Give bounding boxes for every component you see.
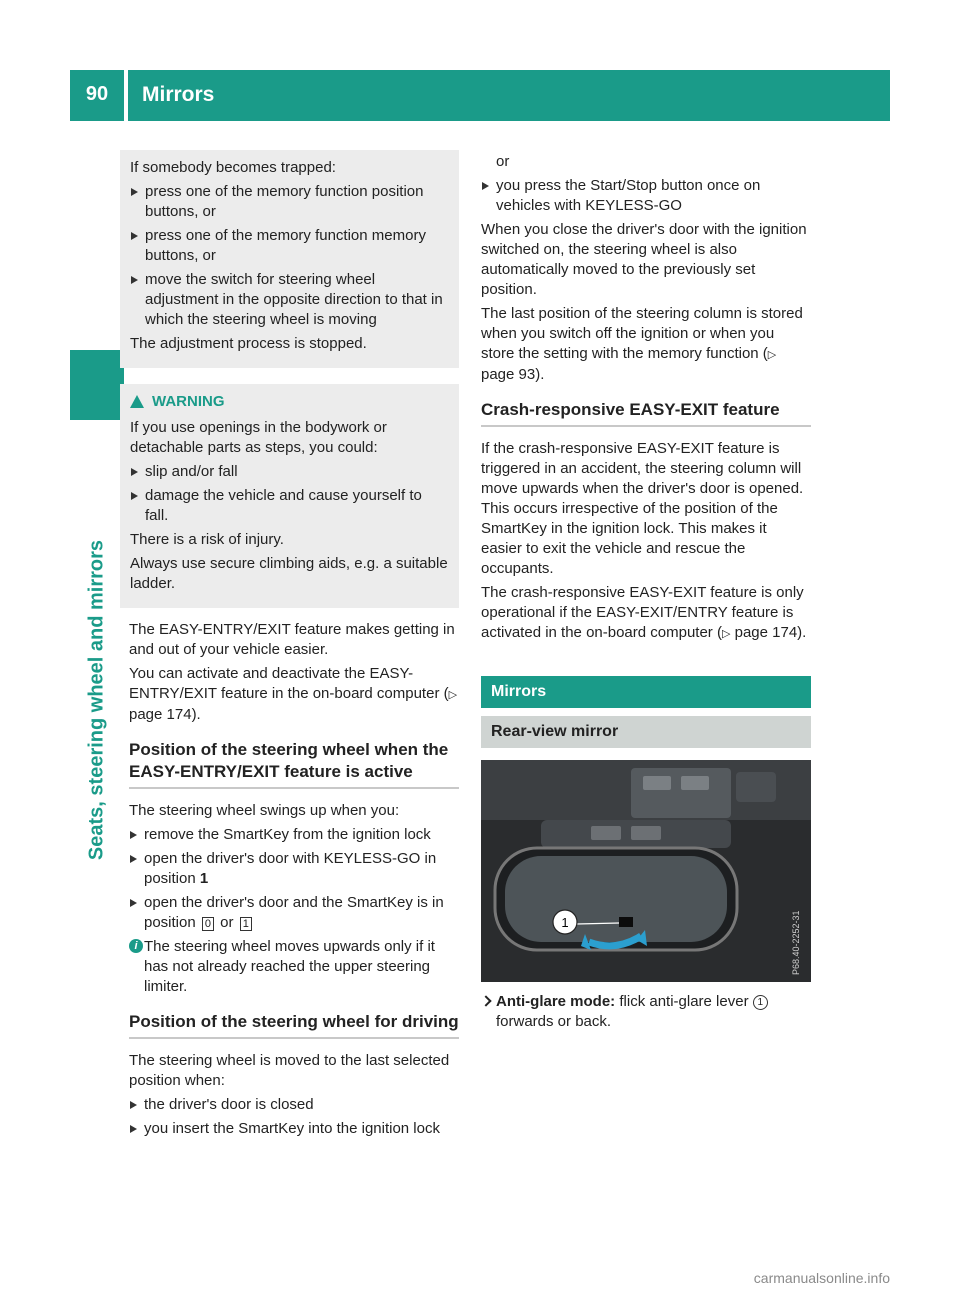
swings-text: The steering wheel swings up when you: [129, 802, 400, 819]
list-item: press one of the memory function memory buttons, or [130, 226, 449, 266]
list-item: remove the SmartKey from the ignition lock [129, 825, 459, 845]
activate-text: You can activate and deactivate the EASY-ENTRY/EXIT feature in the on-board computer ( [129, 665, 449, 702]
photo-code: P68.40-2252-31 [791, 910, 801, 975]
right-column [481, 152, 811, 1032]
action-text: flick anti-glare lever [619, 993, 749, 1010]
side-chapter-label: Seats, steering wheel and mirrors [85, 539, 108, 861]
crash-text-2-body: The crash-responsive EASY-EXIT feature is only operational if the EASY-EXIT/ENTRY feature is activated in the on-board computer ( [481, 584, 804, 641]
easy-entry-intro: The EASY-ENTRY/EXIT feature makes getting in and out of your vehicle easier. [129, 621, 455, 658]
moved-text: The steering wheel is moved to the last selected position when: [129, 1052, 450, 1089]
list-item [129, 849, 459, 889]
lever-callout: 1 [753, 995, 768, 1010]
or-continuation: or [496, 153, 510, 170]
crash-text-2 [481, 583, 811, 644]
page-ref-93[interactable]: page 93). [481, 366, 545, 383]
heading-driving-position: Position of the steering wheel for driving [129, 1011, 459, 1039]
anti-glare-action [481, 992, 811, 1032]
startstop-list [481, 176, 811, 216]
warning-list [130, 462, 449, 526]
info-text: The steering wheel moves upwards only if it has not already reached the upper steering limiter. [144, 938, 435, 995]
warning-risk: There is a risk of injury. [130, 531, 284, 548]
heading-crash-easy-exit: Crash-responsive EASY-EXIT feature [481, 399, 811, 427]
list-item-text: open the driver's door and the SmartKey is in position [144, 894, 444, 931]
or-text: or [220, 914, 234, 931]
list-item: damage the vehicle and cause yourself to fall. [130, 486, 449, 526]
last-position-body: The last position of the steering column is stored when you switch off the ignition or when you store the setting with the memory function ( [481, 305, 803, 362]
info-circle-icon: i [129, 939, 143, 953]
warning-heading [130, 392, 449, 412]
trapped-list [130, 182, 449, 330]
position-number: 1 [199, 870, 209, 887]
page-number: 90 [85, 83, 109, 105]
page-ref-174[interactable]: page 174). [129, 706, 201, 723]
section-mirrors: Mirrors [481, 676, 811, 708]
trapped-intro: If somebody becomes trapped: [130, 159, 336, 176]
key-position-0: 0 [202, 917, 214, 931]
crash-text-1: If the crash-responsive EASY-EXIT feature is triggered in an accident, the steering column will move upwards when the driver's door is opened. This occurs irrespective of the position of the SmartKey in the ignition lock. This makes it easier to exit the vehicle and rescue the occupants. [481, 440, 804, 577]
warning-triangle-icon [130, 395, 144, 408]
watermark: carmanualsonline.info [753, 1270, 890, 1286]
swings-list [129, 825, 459, 933]
list-item: press one of the memory function position buttons, or [130, 182, 449, 222]
trapped-box [120, 150, 459, 368]
list-item: move the switch for steering wheel adjustment in the opposite direction to that in which the steering wheel is moving [130, 270, 449, 330]
list-item: you insert the SmartKey into the ignition lock [129, 1119, 459, 1139]
subsection-rear-view-mirror: Rear-view mirror [481, 716, 811, 748]
page-ref-174[interactable]: page 174). [734, 624, 807, 641]
list-item: the driver's door is closed [129, 1095, 459, 1115]
easy-entry-activate [129, 664, 459, 725]
triangle-right-icon: ▷ [721, 628, 731, 640]
heading-easy-entry-position: Position of the steering wheel when the EASY-ENTRY/EXIT feature is active [129, 739, 459, 789]
info-note [129, 937, 459, 997]
warning-box [120, 384, 459, 608]
warning-advice: Always use secure climbing aids, e.g. a suitable ladder. [130, 555, 448, 592]
side-tab [70, 350, 124, 420]
triangle-right-icon: ▷ [767, 349, 777, 361]
left-column [129, 150, 459, 1143]
callout-1-label: 1 [561, 915, 569, 930]
action-text-end: forwards or back. [496, 1013, 612, 1030]
close-door-text: When you close the driver's door with the ignition switched on, the steering wheel is also automatically moved to the previously set position. [481, 221, 807, 298]
trapped-outro: The adjustment process is stopped. [130, 335, 367, 352]
last-position-text [481, 304, 811, 385]
header-title: Mirrors [142, 83, 215, 106]
header-divider [124, 70, 128, 121]
key-position-1: 1 [240, 917, 252, 931]
rear-view-mirror-photo [481, 760, 811, 982]
warning-heading-text: WARNING [152, 393, 225, 410]
list-item: you press the Start/Stop button once on vehicles with KEYLESS-GO [481, 176, 811, 216]
triangle-right-icon: ▷ [448, 689, 458, 701]
list-item-text: open the driver's door with KEYLESS-GO in position [144, 850, 437, 887]
action-label: Anti-glare mode: [496, 993, 616, 1010]
moved-list [129, 1095, 459, 1139]
list-item [129, 893, 459, 933]
warning-intro: If you use openings in the bodywork or detachable parts as steps, you could: [130, 419, 387, 456]
list-item: slip and/or fall [130, 462, 449, 482]
